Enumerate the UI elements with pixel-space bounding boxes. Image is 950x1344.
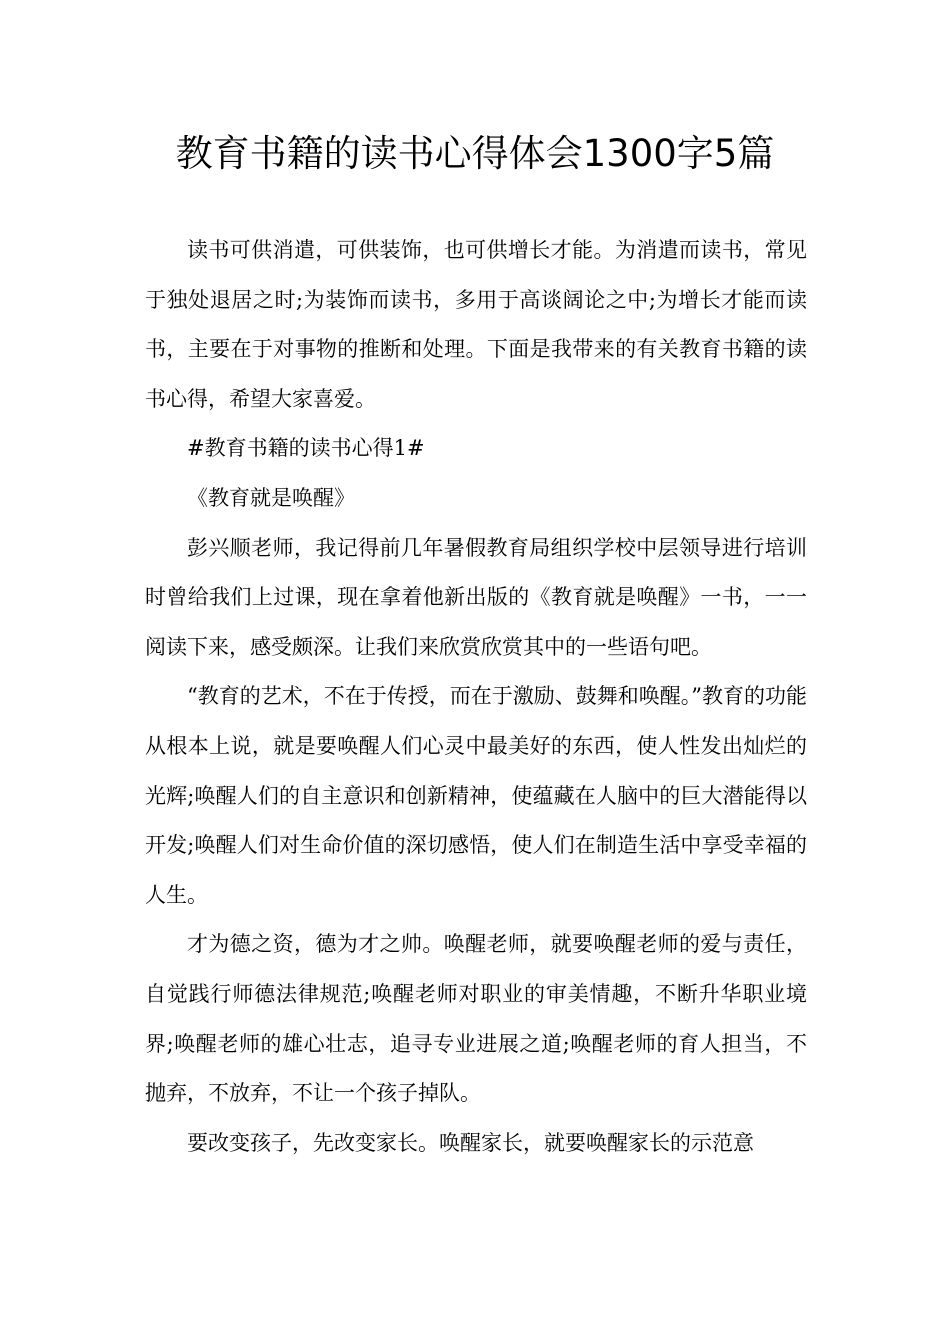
section-heading: #教育书籍的读书心得1# xyxy=(187,436,425,461)
paragraph-intro: 读书可供消遣，可供装饰，也可供增长才能。为消遣而读书，常见于独处退居之时;为装饰而读书，多用于高谈阔论之中;为增长才能而读书，主要在于对事物的推断和处理。下面是我带来的有关教育书籍的读书心得，希望大家喜爱。 xyxy=(145,238,807,411)
document-title: 教育书籍的读书心得体会1300字5篇 xyxy=(175,132,775,175)
paragraph: 彭兴顺老师，我记得前几年暑假教育局组织学校中层领导进行培训时曾给我们上过课，现在拿着他新出版的《教育就是唤醒》一书，一一阅读下来，感受颇深。让我们来欣赏欣赏其中的一些语句吧。 xyxy=(145,535,807,659)
book-title: 《教育就是唤醒》 xyxy=(187,485,355,510)
document-body xyxy=(145,226,807,1168)
paragraph: “教育的艺术，不在于传授，而在于激励、鼓舞和唤醒。”教育的功能从根本上说，就是要唤醒人们心灵中最美好的东西，使人性发出灿烂的光辉;唤醒人们的自主意识和创新精神，使蕴藏在人脑中的巨大潜能得以开发;唤醒人们对生命价值的深切感悟，使人们在制造生活中享受幸福的人生。 xyxy=(145,684,807,907)
paragraph: 要改变孩子，先改变家长。唤醒家长，就要唤醒家长的示范意 xyxy=(187,1130,754,1155)
paragraph: 才为德之资，德为才之帅。唤醒老师，就要唤醒老师的爱与责任，自觉践行师德法律规范;唤醒老师对职业的审美情趣，不断升华职业境界;唤醒老师的雄心壮志，追寻专业进展之道;唤醒老师的育人担当，不抛弃，不放弃，不让一个孩子掉队。 xyxy=(145,932,807,1106)
